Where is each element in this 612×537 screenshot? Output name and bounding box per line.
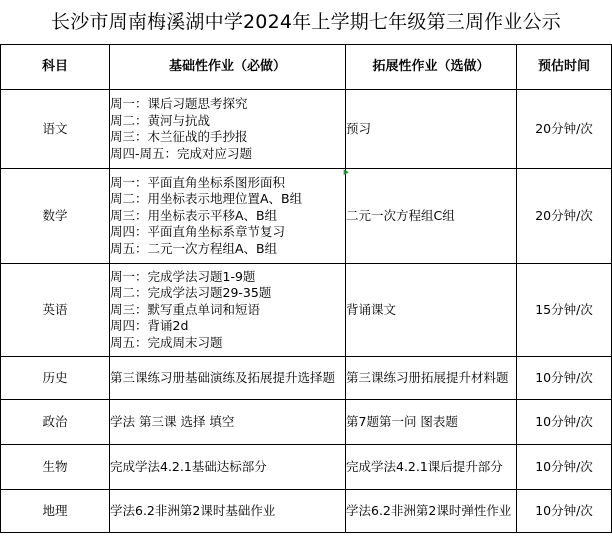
subject-cell: 地理 bbox=[1, 490, 110, 533]
extended-homework-cell: 二元一次方程组C组 bbox=[346, 169, 517, 264]
table-row bbox=[1, 490, 612, 533]
table-row bbox=[1, 90, 612, 169]
subject-cell: 数学 bbox=[1, 169, 110, 264]
subject-cell: 生物 bbox=[1, 445, 110, 490]
time-cell: 10分钟/次 bbox=[517, 490, 612, 533]
header-basic: 基础性作业（必做） bbox=[110, 45, 346, 90]
basic-homework-line: 周一：平面直角坐标系图形面积 bbox=[110, 174, 286, 190]
extended-homework-cell: 预习 bbox=[346, 90, 517, 169]
basic-homework-line: 周二：用坐标表示地理位置A、B组 bbox=[110, 191, 303, 207]
basic-homework-line: 周一：课后习题思考探究 bbox=[110, 96, 248, 111]
header-row bbox=[1, 45, 612, 90]
basic-homework-line: 周四：背诵2d bbox=[110, 318, 189, 334]
basic-homework-line: 周三：木兰征战的手抄报 bbox=[110, 129, 248, 144]
basic-homework-line: 周五：二元一次方程组A、B组 bbox=[110, 240, 278, 256]
time-cell: 15分钟/次 bbox=[517, 264, 612, 357]
table-row bbox=[1, 264, 612, 357]
header-subject: 科目 bbox=[1, 45, 110, 90]
table-row bbox=[1, 357, 612, 400]
table-row bbox=[1, 400, 612, 445]
basic-homework-cell: 第三课练习册基础演练及拓展提升选择题 bbox=[110, 357, 346, 400]
extended-homework-cell: 第三课练习册拓展提升材料题 bbox=[346, 357, 517, 400]
basic-homework-line: 周二：黄河与抗战 bbox=[110, 112, 211, 128]
basic-homework-cell bbox=[110, 169, 346, 264]
subject-cell: 历史 bbox=[1, 357, 110, 400]
page-title: 长沙市周南梅溪湖中学2024年上学期七年级第三周作业公示 bbox=[51, 11, 561, 33]
time-cell: 10分钟/次 bbox=[517, 400, 612, 445]
basic-homework-cell: 完成学法4.2.1基础达标部分 bbox=[110, 445, 346, 490]
header-extended: 拓展性作业（选做） bbox=[346, 45, 517, 90]
basic-homework-line: 周三：默写重点单词和短语 bbox=[110, 301, 261, 317]
basic-homework-cell bbox=[110, 264, 346, 357]
table-row bbox=[1, 169, 612, 264]
extended-homework-cell: 完成学法4.2.1课后提升部分 bbox=[346, 445, 517, 490]
time-cell: 20分钟/次 bbox=[517, 169, 612, 264]
basic-homework-line: 周三：用坐标表示平移A、B组 bbox=[110, 207, 278, 223]
subject-cell: 英语 bbox=[1, 264, 110, 357]
extended-homework-cell: 第7题第一问 图表题 bbox=[346, 400, 517, 445]
basic-homework-line: 周四-周五：完成对应习题 bbox=[110, 145, 253, 161]
homework-table bbox=[0, 44, 612, 533]
subject-cell: 政治 bbox=[1, 400, 110, 445]
extended-homework-cell: 学法6.2非洲第2课时弹性作业 bbox=[346, 490, 517, 533]
basic-homework-line: 周一：完成学法习题1-9题 bbox=[110, 268, 256, 284]
basic-homework-line: 周五：完成周末习题 bbox=[110, 334, 223, 350]
time-cell: 20分钟/次 bbox=[517, 90, 612, 169]
extended-homework-cell: 背诵课文 bbox=[346, 264, 517, 357]
basic-homework-line: 周二：完成学法习题29-35题 bbox=[110, 285, 272, 301]
basic-homework-line: 周四：平面直角坐标系章节复习 bbox=[110, 224, 286, 240]
time-cell: 10分钟/次 bbox=[517, 357, 612, 400]
basic-homework-cell: 学法6.2非洲第2课时基础作业 bbox=[110, 490, 346, 533]
basic-homework-cell bbox=[110, 90, 346, 169]
table-row bbox=[1, 445, 612, 490]
header-time: 预估时间 bbox=[517, 45, 612, 90]
basic-homework-cell: 学法 第三课 选择 填空 bbox=[110, 400, 346, 445]
subject-cell: 语文 bbox=[1, 90, 110, 169]
time-cell: 10分钟/次 bbox=[517, 445, 612, 490]
